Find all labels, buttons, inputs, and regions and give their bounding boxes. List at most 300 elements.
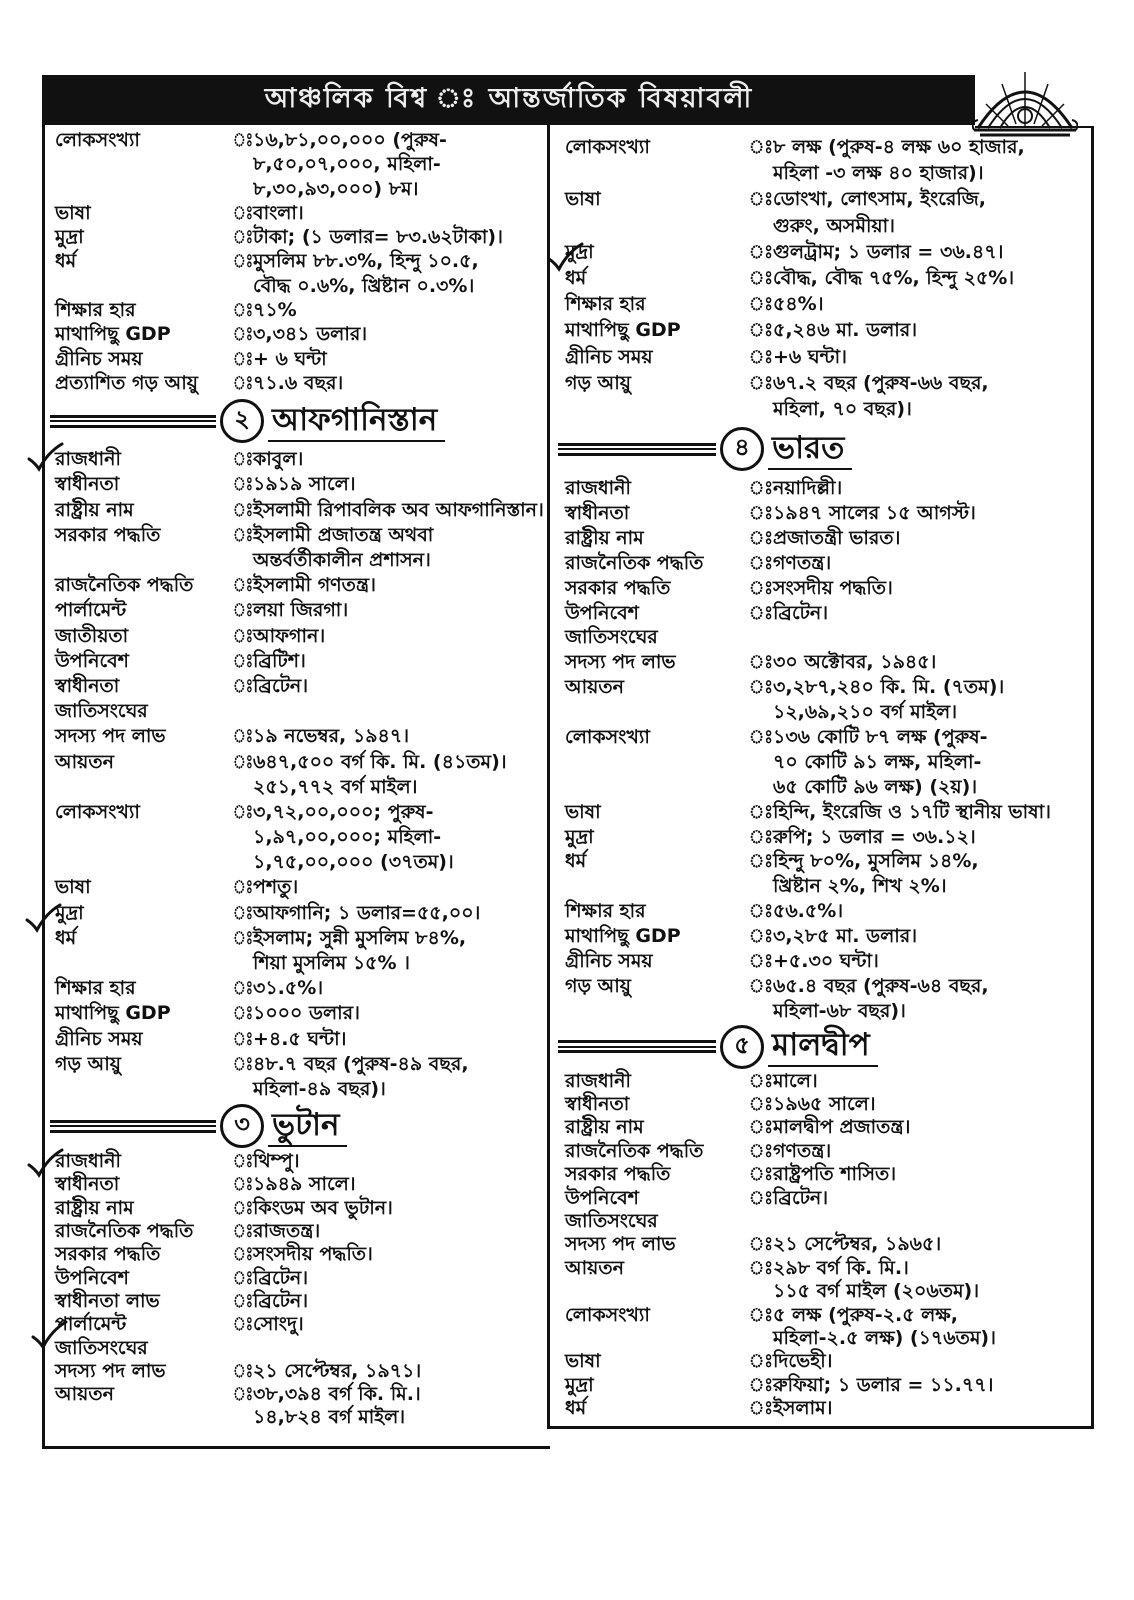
fact-label xyxy=(565,186,749,212)
fact-row xyxy=(565,344,1090,370)
fact-value-text: ৭০ কোটি ৯১ লক্ষ, মহিলা- xyxy=(773,750,982,773)
fact-label xyxy=(55,598,233,623)
fact-value xyxy=(253,1173,545,1196)
separator-text: ঃ xyxy=(233,201,253,224)
fact-value-line xyxy=(253,322,545,346)
separator-text: ঃ xyxy=(233,977,253,1000)
fact-value-line xyxy=(253,951,545,976)
separator-text: ঃ xyxy=(233,1173,253,1196)
fact-label-text: রাজনৈতিক পদ্ধতি xyxy=(55,574,194,597)
fact-label xyxy=(55,976,233,1001)
fact-row xyxy=(55,1337,545,1360)
separator xyxy=(749,1350,773,1373)
separator-text: ঃ xyxy=(749,1350,773,1373)
fact-value xyxy=(253,1243,545,1266)
fact-label-text: সরকার পদ্ধতি xyxy=(565,1163,671,1186)
separator xyxy=(749,974,773,999)
separator-text: ঃ xyxy=(233,226,253,249)
fact-value xyxy=(253,875,545,900)
fact-value-text: + ৬ ঘন্টা xyxy=(253,347,327,370)
fact-value xyxy=(253,128,545,201)
fact-label xyxy=(565,974,749,999)
separator xyxy=(233,926,253,951)
separator-text: ঃ xyxy=(749,1093,773,1116)
fact-value-text: ৫৪%। xyxy=(773,293,824,316)
separator xyxy=(233,674,253,699)
fact-row xyxy=(565,650,1090,675)
fact-label-text: শিক্ষার হার xyxy=(565,293,646,316)
fact-label-text: মুদ্রা xyxy=(565,825,594,848)
column-divider xyxy=(547,125,550,1429)
fact-value-text: সংসদীয় পদ্ধতি। xyxy=(253,1243,373,1266)
fact-value-line xyxy=(773,1163,1090,1186)
fact-label xyxy=(565,1374,749,1397)
separator xyxy=(233,976,253,1001)
fact-value-line xyxy=(773,160,1090,186)
separator-text: ঃ xyxy=(749,345,773,368)
separator-text: ঃ xyxy=(233,1313,253,1336)
separator xyxy=(233,371,253,395)
fact-label xyxy=(565,239,749,265)
fact-label xyxy=(565,1210,749,1233)
fact-label-text: রাষ্ট্রীয় নাম xyxy=(55,498,134,521)
section-header xyxy=(565,422,1090,476)
separator-text: ঃ xyxy=(233,1220,253,1243)
separator-text: ঃ xyxy=(749,551,773,574)
fact-label xyxy=(565,1257,749,1280)
separator xyxy=(749,1233,773,1256)
fact-label-text: রাজধানী xyxy=(565,1069,631,1092)
section-number: ৫ xyxy=(734,1030,750,1059)
handwritten-tick-icon xyxy=(26,442,64,472)
fact-label-text: সদস্য পদ লাভ xyxy=(55,725,166,748)
fact-value-line xyxy=(253,472,545,497)
fact-value-line xyxy=(253,498,545,523)
page-banner xyxy=(43,75,975,125)
fact-label-text: স্বাধীনতা xyxy=(55,1173,120,1196)
section-number: ২ xyxy=(234,405,250,434)
fact-value-text: থিম্পু। xyxy=(253,1150,300,1173)
fact-label xyxy=(565,576,749,601)
fact-label xyxy=(55,1197,233,1220)
fact-value-text: ১৯৬৫ সালে। xyxy=(773,1093,876,1116)
separator xyxy=(749,1187,773,1210)
separator-text: ঃ xyxy=(233,926,253,949)
handwritten-tick-icon xyxy=(30,1320,68,1350)
fact-value-line xyxy=(253,1267,545,1290)
fact-value xyxy=(773,949,1090,974)
fact-value-text: ১৬,৮১,০০,০০০ (পুরুষ- xyxy=(253,129,447,151)
separator xyxy=(233,1313,253,1336)
handwritten-tick-icon xyxy=(24,903,62,933)
fact-value-text: ১১৫ বর্গ মাইল (২০৬তম)। xyxy=(773,1280,979,1303)
fact-value xyxy=(773,551,1090,576)
separator-text: ঃ xyxy=(749,925,773,948)
fact-row xyxy=(565,899,1090,924)
fact-value xyxy=(253,472,545,497)
fact-row xyxy=(565,1397,1090,1420)
fact-label xyxy=(565,924,749,949)
fact-row xyxy=(565,974,1090,1024)
fact-label xyxy=(565,526,749,551)
fact-value-line xyxy=(253,177,545,201)
fact-value-line xyxy=(253,249,545,273)
separator xyxy=(233,1027,253,1052)
fact-value xyxy=(773,576,1090,601)
separator xyxy=(749,291,773,317)
fact-value-line xyxy=(253,674,545,699)
fact-label-text: সদস্য পদ লাভ xyxy=(565,651,676,674)
fact-value-text: ১৯১৯ সালে। xyxy=(253,473,356,496)
fact-row xyxy=(55,347,545,371)
fact-label-text: জাতিসংঘের xyxy=(55,700,148,723)
fact-value xyxy=(253,624,545,649)
fact-value-text: ব্রিটেন। xyxy=(773,601,829,624)
fact-value-text: শিয়া মুসলিম ১৫% । xyxy=(253,952,410,975)
fact-value-line xyxy=(773,601,1090,626)
fact-value-text: ইসলামী প্রজাতন্ত্র অথবা xyxy=(253,523,434,546)
fact-value xyxy=(253,225,545,249)
fact-row xyxy=(55,1220,545,1243)
fact-row xyxy=(55,1360,545,1383)
fact-value-line xyxy=(773,949,1090,974)
separator-text: ঃ xyxy=(233,1002,253,1025)
fact-value-line xyxy=(253,624,545,649)
separator xyxy=(749,849,773,874)
separator-text: ঃ xyxy=(749,501,773,524)
fact-label-text: জাতিসংঘের xyxy=(565,626,658,649)
fact-label-text: রাষ্ট্রীয় নাম xyxy=(565,1116,644,1139)
fact-label-text: আয়তন xyxy=(55,1383,114,1406)
fact-value xyxy=(253,926,545,976)
fact-label xyxy=(565,625,749,650)
fact-label xyxy=(55,498,233,523)
fact-row xyxy=(55,1267,545,1290)
fact-value-line xyxy=(773,899,1090,924)
fact-label xyxy=(565,725,749,750)
separator-text: ঃ xyxy=(749,949,773,972)
fact-value-text: ইসলাম। xyxy=(773,1397,833,1420)
fact-value-line xyxy=(253,1197,545,1220)
fact-row xyxy=(55,624,545,649)
separator-text: ঃ xyxy=(233,1266,253,1289)
separator-text: ঃ xyxy=(749,800,773,823)
fact-value-line xyxy=(773,650,1090,675)
fact-row xyxy=(55,1173,545,1196)
fact-label-text: গড় আয়ু xyxy=(565,371,631,394)
fact-row xyxy=(565,476,1090,501)
fact-value xyxy=(773,675,1090,725)
fact-row xyxy=(55,298,545,322)
fact-label xyxy=(565,825,749,850)
fact-row xyxy=(55,1001,545,1026)
separator-text: ঃ xyxy=(749,1397,773,1420)
fact-row xyxy=(565,1187,1090,1210)
separator xyxy=(233,128,253,152)
fact-value-text: মালদ্বীপ প্রজাতন্ত্র। xyxy=(773,1116,911,1139)
separator xyxy=(233,447,253,472)
fact-value-line xyxy=(773,1070,1090,1093)
fact-value-line xyxy=(773,1350,1090,1373)
fact-value xyxy=(773,317,1090,343)
section-number-badge xyxy=(220,1104,264,1148)
fact-label xyxy=(55,472,233,497)
separator xyxy=(749,370,773,396)
fact-value-line xyxy=(773,800,1090,825)
fact-value-line xyxy=(773,317,1090,343)
fact-value-text: ৩,২৮৫ মা. ডলার। xyxy=(773,925,917,948)
fact-label-text: রাষ্ট্রীয় নাম xyxy=(55,1196,134,1219)
fact-label-text: মুদ্রা xyxy=(55,901,84,924)
fact-value xyxy=(773,501,1090,526)
fact-row xyxy=(55,371,545,395)
fact-label xyxy=(565,899,749,924)
fact-value xyxy=(253,347,545,371)
fact-row xyxy=(55,800,545,876)
separator xyxy=(233,1243,253,1266)
fact-row xyxy=(55,498,545,523)
country-name: ভারত xyxy=(768,429,852,470)
fact-value-text: সোংদু। xyxy=(253,1313,304,1336)
separator xyxy=(749,1397,773,1420)
fact-value-text: ৮ লক্ষ (পুরুষ-৪ লক্ষ ৬০ হাজার, xyxy=(773,136,1025,158)
fact-label xyxy=(55,1267,233,1290)
separator-text: ঃ xyxy=(233,1243,253,1266)
fact-label-text: স্বাধীনতা xyxy=(565,501,630,524)
separator xyxy=(749,675,773,700)
fact-value-line xyxy=(773,999,1090,1024)
fact-value-line xyxy=(773,1093,1090,1116)
fact-value-text: মালে। xyxy=(773,1069,818,1092)
fact-value xyxy=(773,291,1090,317)
country-name: আফগানিস্তান xyxy=(268,401,445,442)
fact-label xyxy=(565,317,749,343)
fact-label-text: স্বাধীনতা xyxy=(565,1093,630,1116)
fact-value-text: ৭১.৬ বছর। xyxy=(253,371,344,394)
fact-label xyxy=(565,370,749,396)
fact-value xyxy=(773,899,1090,924)
fact-value-text: ব্রিটেন। xyxy=(253,674,309,697)
fact-value-line xyxy=(773,750,1090,775)
separator-text: ঃ xyxy=(233,649,253,672)
separator xyxy=(749,551,773,576)
separator-text: ঃ xyxy=(233,473,253,496)
fact-value-line xyxy=(773,526,1090,551)
separator xyxy=(233,472,253,497)
fact-label xyxy=(565,1304,749,1327)
country-section-maldives xyxy=(565,1024,1090,1421)
fact-value-line xyxy=(253,800,545,825)
fact-value xyxy=(253,1052,545,1102)
separator xyxy=(233,800,253,825)
frame-line-right xyxy=(1091,128,1094,1428)
fact-value-line xyxy=(253,875,545,900)
fact-row xyxy=(565,1210,1090,1233)
fact-value-line xyxy=(253,1052,545,1077)
separator xyxy=(233,249,253,273)
fact-row xyxy=(565,1233,1090,1256)
fact-value-text: গণতন্ত্র। xyxy=(773,551,832,574)
separator-text: ঃ xyxy=(233,1196,253,1219)
fact-value-text: ৬৫.৪ বছর (পুরুষ-৬৪ বছর, xyxy=(773,974,989,997)
fact-label xyxy=(55,573,233,598)
fact-label xyxy=(565,1187,749,1210)
fact-value-text: ৬৫ কোটি ৯৬ লক্ষ) (২য়)। xyxy=(773,775,978,798)
fact-label-text: লোকসংখ্যা xyxy=(565,725,650,748)
separator-text: ঃ xyxy=(749,136,773,158)
section-rule xyxy=(558,443,716,456)
fact-label xyxy=(55,624,233,649)
separator xyxy=(749,825,773,850)
fact-label-text: ভাষা xyxy=(565,800,601,823)
separator-text: ঃ xyxy=(233,1027,253,1050)
fact-label-text: মুদ্রা xyxy=(565,1373,594,1396)
frame-line-bottom-right xyxy=(547,1426,1094,1429)
fact-value-text: মহিলা-২.৫ লক্ষ) (১৭৬তম)। xyxy=(773,1326,996,1349)
fact-label-text: রাজধানী xyxy=(55,1150,121,1173)
fact-value xyxy=(253,1290,545,1313)
separator xyxy=(749,526,773,551)
separator-text: ঃ xyxy=(233,725,253,748)
fact-value-text: রুপি; ১ ডলার = ৩৬.১২। xyxy=(773,825,976,848)
separator xyxy=(749,576,773,601)
fact-value-text: ৮,৫০,০৭,০০০, মহিলা- xyxy=(253,153,441,176)
fact-label xyxy=(55,699,233,724)
fact-value-line xyxy=(253,1220,545,1243)
separator-text: ঃ xyxy=(233,599,253,622)
fact-value-line xyxy=(253,1150,545,1173)
fact-value-text: ৩,২৮৭,২৪০ কি. মি. (৭তম)। xyxy=(773,676,1005,699)
fact-row xyxy=(565,317,1090,343)
fact-label xyxy=(55,1383,233,1406)
fact-row xyxy=(55,598,545,623)
fact-row xyxy=(55,649,545,674)
separator xyxy=(749,344,773,370)
separator-text: ঃ xyxy=(749,266,773,289)
ornament-icon xyxy=(972,64,1078,140)
fact-label xyxy=(55,1220,233,1243)
separator-text: ঃ xyxy=(233,1052,253,1075)
fact-value xyxy=(773,1233,1090,1256)
separator-text: ঃ xyxy=(749,1186,773,1209)
fact-label xyxy=(55,1001,233,1026)
fact-row xyxy=(55,128,545,201)
fact-label-text: সরকার পদ্ধতি xyxy=(565,576,671,599)
fact-value-text: টাকা; (১ ডলার= ৮৩.৬২টাকা)। xyxy=(253,226,503,249)
separator xyxy=(749,1093,773,1116)
fact-label-text: লোকসংখ্যা xyxy=(565,1303,650,1326)
fact-row xyxy=(55,1150,545,1173)
fact-row xyxy=(55,875,545,900)
separator-text: ঃ xyxy=(749,850,773,873)
fact-value-line xyxy=(773,825,1090,850)
fact-value-text: ৩৮,৩৯৪ বর্গ কি. মি.। xyxy=(253,1383,421,1406)
fact-value-text: ব্রিটেন। xyxy=(253,1289,309,1312)
fact-value-line xyxy=(253,201,545,225)
fact-value xyxy=(773,1397,1090,1420)
separator-text: ঃ xyxy=(233,800,253,823)
separator xyxy=(233,1001,253,1026)
fact-value-text: লয়া জিরগা। xyxy=(253,599,349,622)
page-banner-title: আঞ্চলিক বিশ্ব ঃ আন্তর্জাতিক বিষয়াবলী xyxy=(264,82,754,114)
section-header xyxy=(55,1102,545,1150)
fact-label xyxy=(55,1360,233,1383)
fact-label xyxy=(55,1290,233,1313)
fact-label xyxy=(565,501,749,526)
fact-value xyxy=(253,1027,545,1052)
separator-text: ঃ xyxy=(749,825,773,848)
fact-value-line xyxy=(253,1290,545,1313)
fact-label xyxy=(55,523,233,548)
country-section-afghanistan xyxy=(55,395,545,1102)
fact-row xyxy=(565,291,1090,317)
fact-value-line xyxy=(253,523,545,548)
fact-row xyxy=(565,239,1090,265)
fact-row xyxy=(55,1383,545,1430)
separator-text: ঃ xyxy=(749,1116,773,1139)
fact-value-text: ৬৭.২ বছর (পুরুষ-৬৬ বছর, xyxy=(773,371,989,394)
fact-label xyxy=(55,1027,233,1052)
separator-text: ঃ xyxy=(233,448,253,471)
fact-value-line xyxy=(773,344,1090,370)
fact-label xyxy=(55,347,233,371)
fact-row xyxy=(565,186,1090,238)
fact-value-line xyxy=(773,396,1090,422)
fact-label-text: রাজধানী xyxy=(55,448,121,471)
separator xyxy=(749,800,773,825)
fact-value-line xyxy=(253,1243,545,1266)
fact-value xyxy=(253,1001,545,1026)
fact-row xyxy=(55,322,545,346)
fact-value-line xyxy=(253,1383,545,1406)
fact-value-line xyxy=(773,370,1090,396)
fact-label-text: গ্রীনিচ সময় xyxy=(565,949,653,972)
fact-value xyxy=(773,1350,1090,1373)
fact-value-text: রাষ্ট্রপতি শাসিত। xyxy=(773,1163,897,1186)
fact-row xyxy=(55,699,545,724)
fact-value-text: ১৪,৮২৪ বর্গ মাইল। xyxy=(253,1406,406,1429)
separator-text: ঃ xyxy=(233,250,253,273)
fact-value-line xyxy=(253,1173,545,1196)
separator-text: ঃ xyxy=(233,129,253,151)
separator-text: ঃ xyxy=(233,624,253,647)
fact-row xyxy=(565,1304,1090,1351)
frame-line-bottom-left xyxy=(42,1446,550,1449)
separator xyxy=(749,134,773,160)
fact-value-text: ৫ লক্ষ (পুরুষ-২.৫ লক্ষ, xyxy=(773,1303,958,1326)
fact-value-line xyxy=(773,725,1090,750)
fact-label-text: জাতীয়তা xyxy=(55,624,129,647)
fact-value-text: ১৯৪৭ সালের ১৫ আগস্ট। xyxy=(773,501,976,524)
fact-value-text: ৫,২৪৬ মা. ডলার। xyxy=(773,319,917,342)
fact-value xyxy=(773,476,1090,501)
fact-value xyxy=(773,1257,1090,1304)
separator-text: ঃ xyxy=(749,1139,773,1162)
fact-label-text: ভাষা xyxy=(565,1350,601,1373)
fact-row xyxy=(55,724,545,749)
fact-value-text: আফগানি; ১ ডলার=৫৫,০০। xyxy=(253,901,481,924)
fact-row xyxy=(565,1257,1090,1304)
fact-label-text: স্বাধীনতা xyxy=(55,674,120,697)
fact-label-text: রাজনৈতিক পদ্ধতি xyxy=(565,1139,704,1162)
fact-label-text: রাজনৈতিক পদ্ধতি xyxy=(55,1220,194,1243)
fact-row xyxy=(55,1027,545,1052)
fact-value xyxy=(773,650,1090,675)
fact-value-text: ২৫১,৭৭২ বর্গ মাইল। xyxy=(253,775,418,798)
fact-value xyxy=(773,1070,1090,1093)
fact-value-line xyxy=(773,1304,1090,1327)
fact-label-text: প্রত্যাশিত গড় আয়ু xyxy=(55,371,198,394)
